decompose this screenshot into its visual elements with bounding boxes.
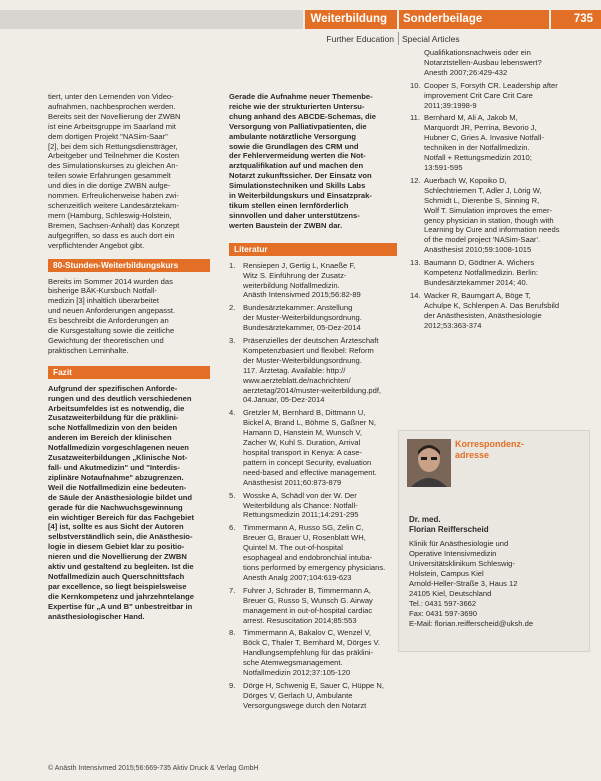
text-line: improvement Crit Care Crit Care	[424, 90, 533, 100]
reference-item	[229, 408, 397, 487]
text-line: verpflichtender Angebot gibt.	[48, 240, 145, 250]
text-line: par excellence, so liegt beispielsweise	[48, 581, 187, 591]
text-line: weiterbildung Notfallmedizin.	[243, 280, 340, 290]
text-line: Notfall + Rettungsmedizin 2010;	[424, 153, 532, 163]
text-line: Cooper S, Forsyth CR. Leadership after	[424, 80, 558, 90]
phone-line: Tel.: 0431 597-3662	[409, 599, 477, 608]
text-line: der Anästhesisten, Anästhesiologie	[424, 310, 542, 320]
text-line: hospital transport in Kenya: A case-	[243, 448, 363, 457]
text-line: ziplinäre Notaufnahme" abzugrenzen.	[48, 472, 184, 482]
text-line: management in out-of-hospital cardiac	[243, 605, 373, 615]
text-line: Weiterbildung als Chance: Notfall-	[243, 500, 358, 510]
sub-header-divider	[398, 32, 399, 45]
address-line: 24105 Kiel, Deutschland	[409, 589, 492, 598]
reference-number: 2.	[229, 303, 236, 313]
header-bar	[0, 10, 303, 29]
reference-list	[229, 261, 397, 711]
text-line: Anesth Analg 2007;104:619-623	[243, 572, 352, 582]
email-line[interactable]: E-Mail: florian.reifferscheid@uksh.de	[409, 619, 534, 628]
text-line: praktischen Lerninhalte.	[48, 345, 129, 355]
text-line: of the model project 'NASim-Saar'.	[424, 235, 541, 245]
text-line: Bundesärztekammer, 05-Dez-2014	[243, 323, 361, 333]
text-line: Anästhesist 2011;60:873-879	[243, 477, 342, 487]
text-line: der Muster-Weiterbildungsordnung.	[243, 355, 362, 365]
section-heading-literatur: Literatur	[229, 243, 397, 256]
text-line: Weil die Notfallmedizin eine bedeuten-	[48, 482, 187, 492]
reference-item	[229, 681, 397, 711]
text-line: Böck C, Thaler T, Bernhard M, Dörges V.	[243, 638, 381, 648]
reference-number: 8.	[229, 628, 236, 638]
text-line: sche Atemwegsmanagement.	[243, 658, 343, 668]
column-3	[410, 48, 580, 333]
text-line: Bundesärztekammer 2014; 40.	[424, 277, 528, 287]
reference-list-continued	[410, 48, 580, 330]
text-line: ist eine Arbeitsgruppe im Saarland mit	[48, 121, 176, 131]
reference-item	[229, 336, 397, 405]
text-line: Timmermann A, Russo SG, Zelin C,	[243, 523, 364, 533]
text-line: mern (Hamburg, Schleswig-Holstein,	[48, 210, 172, 220]
reference-item	[229, 523, 397, 582]
address-line: Klinik für Anästhesiologie und	[409, 539, 509, 548]
conclusion-paragraph	[229, 92, 397, 231]
text-line: Witz S. Einführung der Zusatz-	[243, 270, 347, 280]
reference-item	[410, 113, 580, 172]
text-line: [4] ist, sollte es aus Sicht der Autoren	[48, 522, 184, 532]
reference-number: 3.	[229, 336, 236, 346]
text-line: Rensiepen J, Gertig L, Knaeße F,	[243, 260, 356, 270]
text-line: rungen und des deutlich verschiedenen	[48, 393, 192, 403]
text-line: Timmermann A, Bakalov C, Wenzel V,	[243, 628, 372, 638]
text-line: need-based and effective management.	[243, 467, 377, 477]
text-line: esophageal and endobronchial intuba-	[243, 553, 373, 563]
reference-number: 13.	[410, 258, 421, 268]
text-line: Zusatzweiterbildungen „Klinische Not-	[48, 453, 188, 463]
text-line: fall- und Akutmedizin" und "Interdis-	[48, 463, 180, 472]
author-fullname: Florian Reifferscheid	[409, 525, 489, 534]
text-line: nommen. Erfreulicherweise haben zwi-	[48, 191, 179, 201]
text-line: Wosske A, Schädl von der W. Der	[243, 490, 357, 500]
text-line: die Kursgestaltung sowie die zeitliche	[48, 326, 175, 336]
text-line: Learning by Cure and information needs	[424, 225, 560, 235]
text-line: ein wichtiger Bereich für das Fachgebiet	[48, 512, 195, 522]
text-line: sche Notfallmedizin von den beiden	[48, 423, 178, 433]
text-line: Breuer G, Brauer U, Rosenblatt WH,	[243, 533, 366, 543]
text-line: arrest. Resuscitation 2014;85:553	[243, 615, 357, 625]
text-line: der Fehlervermeidung werten die Not-	[229, 151, 366, 161]
text-line: gency physician in station, though with	[424, 215, 554, 225]
text-line: und neuen Anforderungen angepasst.	[48, 306, 176, 316]
text-line: anderen im Bereich der klinischen	[48, 433, 172, 443]
text-line: Präsenzielles der deutschen Ärzteschaft	[243, 336, 379, 346]
text-line: Qualifikationsnachweis oder ein	[424, 48, 531, 57]
text-line: pattern in concept Security, evaluation	[243, 457, 372, 467]
sub-header-right: Special Articles	[402, 34, 460, 44]
reference-item	[229, 303, 397, 333]
text-line: anästhesiologischer Hand.	[48, 611, 145, 621]
text-line: Quintel M. The out-of-hospital	[243, 543, 343, 553]
text-line: Wacker R, Baumgart A, Böge T,	[424, 290, 531, 300]
text-line: Gerade die Aufnahme neuer Themenbe-	[229, 92, 373, 101]
text-line: medizin [3] inhaltlich überarbeitet	[48, 296, 160, 306]
text-line: Kompetenzbasiert und flexibel: Reform	[243, 345, 374, 355]
text-line: sowie die Grundlagen des CRM und	[229, 141, 359, 151]
page-footer: © Anästh Intensivmed 2015;56:669-735 Aktiv Druck & Verlag GmbH	[48, 765, 259, 772]
text-line: Baumann D, Gödtner A. Wichers	[424, 258, 535, 268]
text-line: aufnahmen, nachbesprochen werden.	[48, 101, 176, 111]
text-line: Simulationstechniken und Skills Labs	[229, 181, 366, 191]
text-line: Fuhrer J, Schrader B, Timmermann A,	[243, 585, 371, 595]
text-line: Expertise für „A und B" unbestreitbar in	[48, 601, 193, 611]
reference-number: 7.	[229, 585, 236, 595]
text-line: in Weiterbildungskurs und Einsatzprak-	[229, 191, 372, 201]
text-line: sinnvollen und daher unterstützens-	[229, 210, 360, 220]
reference-item	[410, 48, 580, 78]
text-line: Versorgung von Palliativpatienten, die	[229, 121, 367, 131]
text-line: bisherige BÄK-Kursbuch Notfall-	[48, 286, 157, 296]
fazit-paragraph	[48, 384, 210, 622]
text-line: Bereits seit der Novellierung der ZWBN	[48, 111, 181, 121]
reference-number: 14.	[410, 290, 421, 300]
text-line: tiert, unter den Lernenden von Video-	[48, 92, 174, 101]
text-line: Notarzt zukunftssicher. Der Einsatz von	[229, 171, 372, 181]
kurs-paragraph	[48, 277, 210, 356]
text-line: dem dortigen Projekt "NASim-Saar"	[48, 131, 168, 141]
text-line: Anästh Intensivmed 2015;56:82-89	[243, 290, 361, 300]
text-line: Notfallmedizin vorgeschlagenen neuen	[48, 443, 189, 453]
text-line: Breuer G, Russo S, Wunsch G. Airway	[243, 595, 373, 605]
text-line: Dörge H, Schwenig E, Sauer C, Hüppe N,	[243, 680, 384, 690]
text-line: 13:591-595	[424, 162, 463, 172]
text-line: Hamann D, Hanstein M, Wunsch V,	[243, 428, 363, 438]
text-line: Marquordt JR, Perrina, Bevorio J,	[424, 123, 537, 133]
reference-number: 5.	[229, 490, 236, 500]
author-photo	[407, 439, 451, 487]
text-line: Wolf T. Simulation improves the emer-	[424, 205, 553, 215]
text-line: chung anhand des ABCDE-Schemas, die	[229, 111, 376, 121]
correspondence-box	[398, 430, 590, 652]
address-line: Holstein, Campus Kiel	[409, 569, 484, 578]
section-heading-fazit: Fazit	[48, 366, 210, 379]
text-line: 04.Januar, 05-Dez-2014	[243, 395, 325, 405]
reference-item	[410, 258, 580, 288]
text-line: schenzeitlich weitere Landesärztekam-	[48, 200, 179, 210]
text-line: techniken in der Notfallmedizin.	[424, 143, 530, 153]
page-number: 735	[551, 10, 601, 29]
text-line: Bernhard M, Ali A, Jakob M,	[424, 113, 518, 123]
text-line: Gewichtung der theoretischen und	[48, 335, 164, 345]
text-line: Versorgungswege durch den Notarzt	[243, 700, 367, 710]
column-1	[48, 92, 210, 622]
section-heading-weiterbildungskurs: 80-Stunden-Weiterbildungskurs	[48, 259, 210, 272]
text-line: 117. Ärztetag. Available: http://	[243, 365, 346, 375]
text-line: Notarztstellen-Ausbau lebenswert?	[424, 57, 542, 67]
text-line: Anästhesist 2010;59:1008-1015	[424, 245, 532, 255]
fax-line: Fax: 0431 597-3690	[409, 609, 477, 618]
section-label: Weiterbildung	[305, 10, 397, 29]
reference-number: 12.	[410, 175, 421, 185]
reference-number: 1.	[229, 260, 236, 270]
author-name	[409, 515, 489, 535]
reference-item	[229, 261, 397, 301]
text-line: des Simulationskurses zu gleichen An-	[48, 161, 179, 171]
text-line: Rettungsmedizin 2011;14:291-295	[243, 510, 359, 520]
text-line: aufgegriffen, so dass es auch dort ein	[48, 230, 175, 240]
text-line: 2011;39:1998-9	[424, 100, 477, 110]
text-line: tions performed by emergency physicians.	[243, 562, 386, 572]
reference-number: 6.	[229, 523, 236, 533]
text-line: gerade für die Nachwuchsgewinnung	[48, 502, 183, 512]
text-line: werten Baustein der ZWBN dar.	[229, 220, 343, 230]
address-line: Universitätsklinikum Schleswig-	[409, 559, 515, 568]
text-line: Dörges V, Gerlach U, Ambulante	[243, 690, 353, 700]
text-line: nieren und die Novellierung der ZWBN	[48, 552, 187, 562]
text-line: teilen sowie Erfahrungen gesammelt	[48, 171, 171, 181]
category-label: Sonderbeilage	[399, 10, 549, 29]
intro-paragraph	[48, 92, 210, 251]
reference-item	[229, 586, 397, 626]
text-line: tikum stellen einen lernförderlich	[229, 200, 349, 210]
reference-number: 11.	[410, 113, 420, 123]
reference-item	[410, 81, 580, 111]
text-line: Arbeitsumfeldes ist es notwendig, die	[48, 403, 185, 413]
text-line: Zacher W, Kuhl S. Duration, Arrival	[243, 438, 361, 448]
text-line: Zusatzweiterbildung für die präklini-	[48, 413, 179, 423]
address-line: Arnold-Heller-Straße 3, Haus 12	[409, 579, 518, 588]
author-degree: Dr. med.	[409, 515, 441, 524]
text-line: 2012;53:363-374	[424, 320, 482, 330]
text-line: Schmidt L, Dierenbe S, Sinning R,	[424, 195, 540, 205]
reference-number: 4.	[229, 408, 236, 418]
text-line: aktiv und gestaltend zu begleiten. Ist die	[48, 562, 194, 572]
text-line: der Muster-Weiterbildungsordnung.	[243, 313, 362, 323]
reference-item	[229, 628, 397, 678]
text-line: aerztetag/2014/muster-weiterbildung.pdf,	[243, 385, 382, 395]
text-line: Es beschreibt die Anforderungen an	[48, 316, 169, 326]
text-line: Notfallmedizin auch Querschnittsfach	[48, 571, 185, 581]
correspondence-title: Korrespondenz-adresse	[455, 439, 525, 460]
portrait-image	[407, 439, 451, 487]
text-line: reiche wie der strukturierten Untersu-	[229, 101, 365, 111]
text-line: Bickel A, Brand L, Böhme S, Gaßner N,	[243, 418, 376, 428]
text-line: Bundesärztekammer: Anstellung	[243, 303, 353, 313]
text-line: Auerbach W, Kopoiko D,	[424, 175, 507, 185]
text-line: www.aerzteblatt.de/nachrichten/	[243, 375, 351, 385]
reference-item	[410, 176, 580, 255]
text-line: selbstverständlich sein, die Anästhesio-	[48, 532, 193, 542]
text-line: Handlungsempfehlung für das präklini-	[243, 648, 374, 658]
text-line: logie in diesem Gebiet klar zu positio-	[48, 542, 185, 552]
text-line: Arbeitgeber und Teilnehmer die Kosten	[48, 151, 180, 161]
text-line: Anesth 2007;26:429-432	[424, 67, 508, 77]
text-line: Gretzler M, Bernhard B, Dittmann U,	[243, 408, 366, 418]
reference-number: 9.	[229, 680, 236, 690]
text-line: Schlechtriemen T, Adler J, Lörig W,	[424, 185, 542, 195]
reference-item	[410, 291, 580, 331]
address-line: Operative Intensivmedizin	[409, 549, 497, 558]
text-line: Hubner C, Gries A. Invasive Notfall-	[424, 133, 544, 143]
text-line: arztqualifikation auf und machen den	[229, 161, 364, 171]
text-line: Aufgrund der spezifischen Anforde-	[48, 383, 178, 393]
sub-header-left: Further Education	[326, 34, 394, 44]
reference-number: 10.	[410, 80, 421, 90]
text-line: Achulpe K, Schlenpen A. Das Berufsbild	[424, 300, 560, 310]
text-line: Bremen, Sachsen-Anhalt) das Konzept	[48, 220, 180, 230]
text-line: die Kernkompetenz und jahrzehntelange	[48, 591, 194, 601]
column-2	[229, 92, 397, 714]
contact-address	[409, 539, 585, 629]
text-line: Kompetenz Notfallmedizin. Berlin:	[424, 268, 538, 278]
text-line: Bereits im Sommer 2014 wurden das	[48, 276, 173, 286]
text-line: ambulante notärztliche Versorgung	[229, 131, 357, 141]
reference-item	[229, 491, 397, 521]
text-line: Notfallmedizin 2012;37:105-120	[243, 668, 351, 678]
text-line: [2], bei dem sich Rettungsdienstträger,	[48, 141, 178, 151]
text-line: und dies in die dortige ZWBN aufge-	[48, 181, 171, 191]
text-line: de Säule der Anästhesiologie bildet und	[48, 492, 193, 502]
